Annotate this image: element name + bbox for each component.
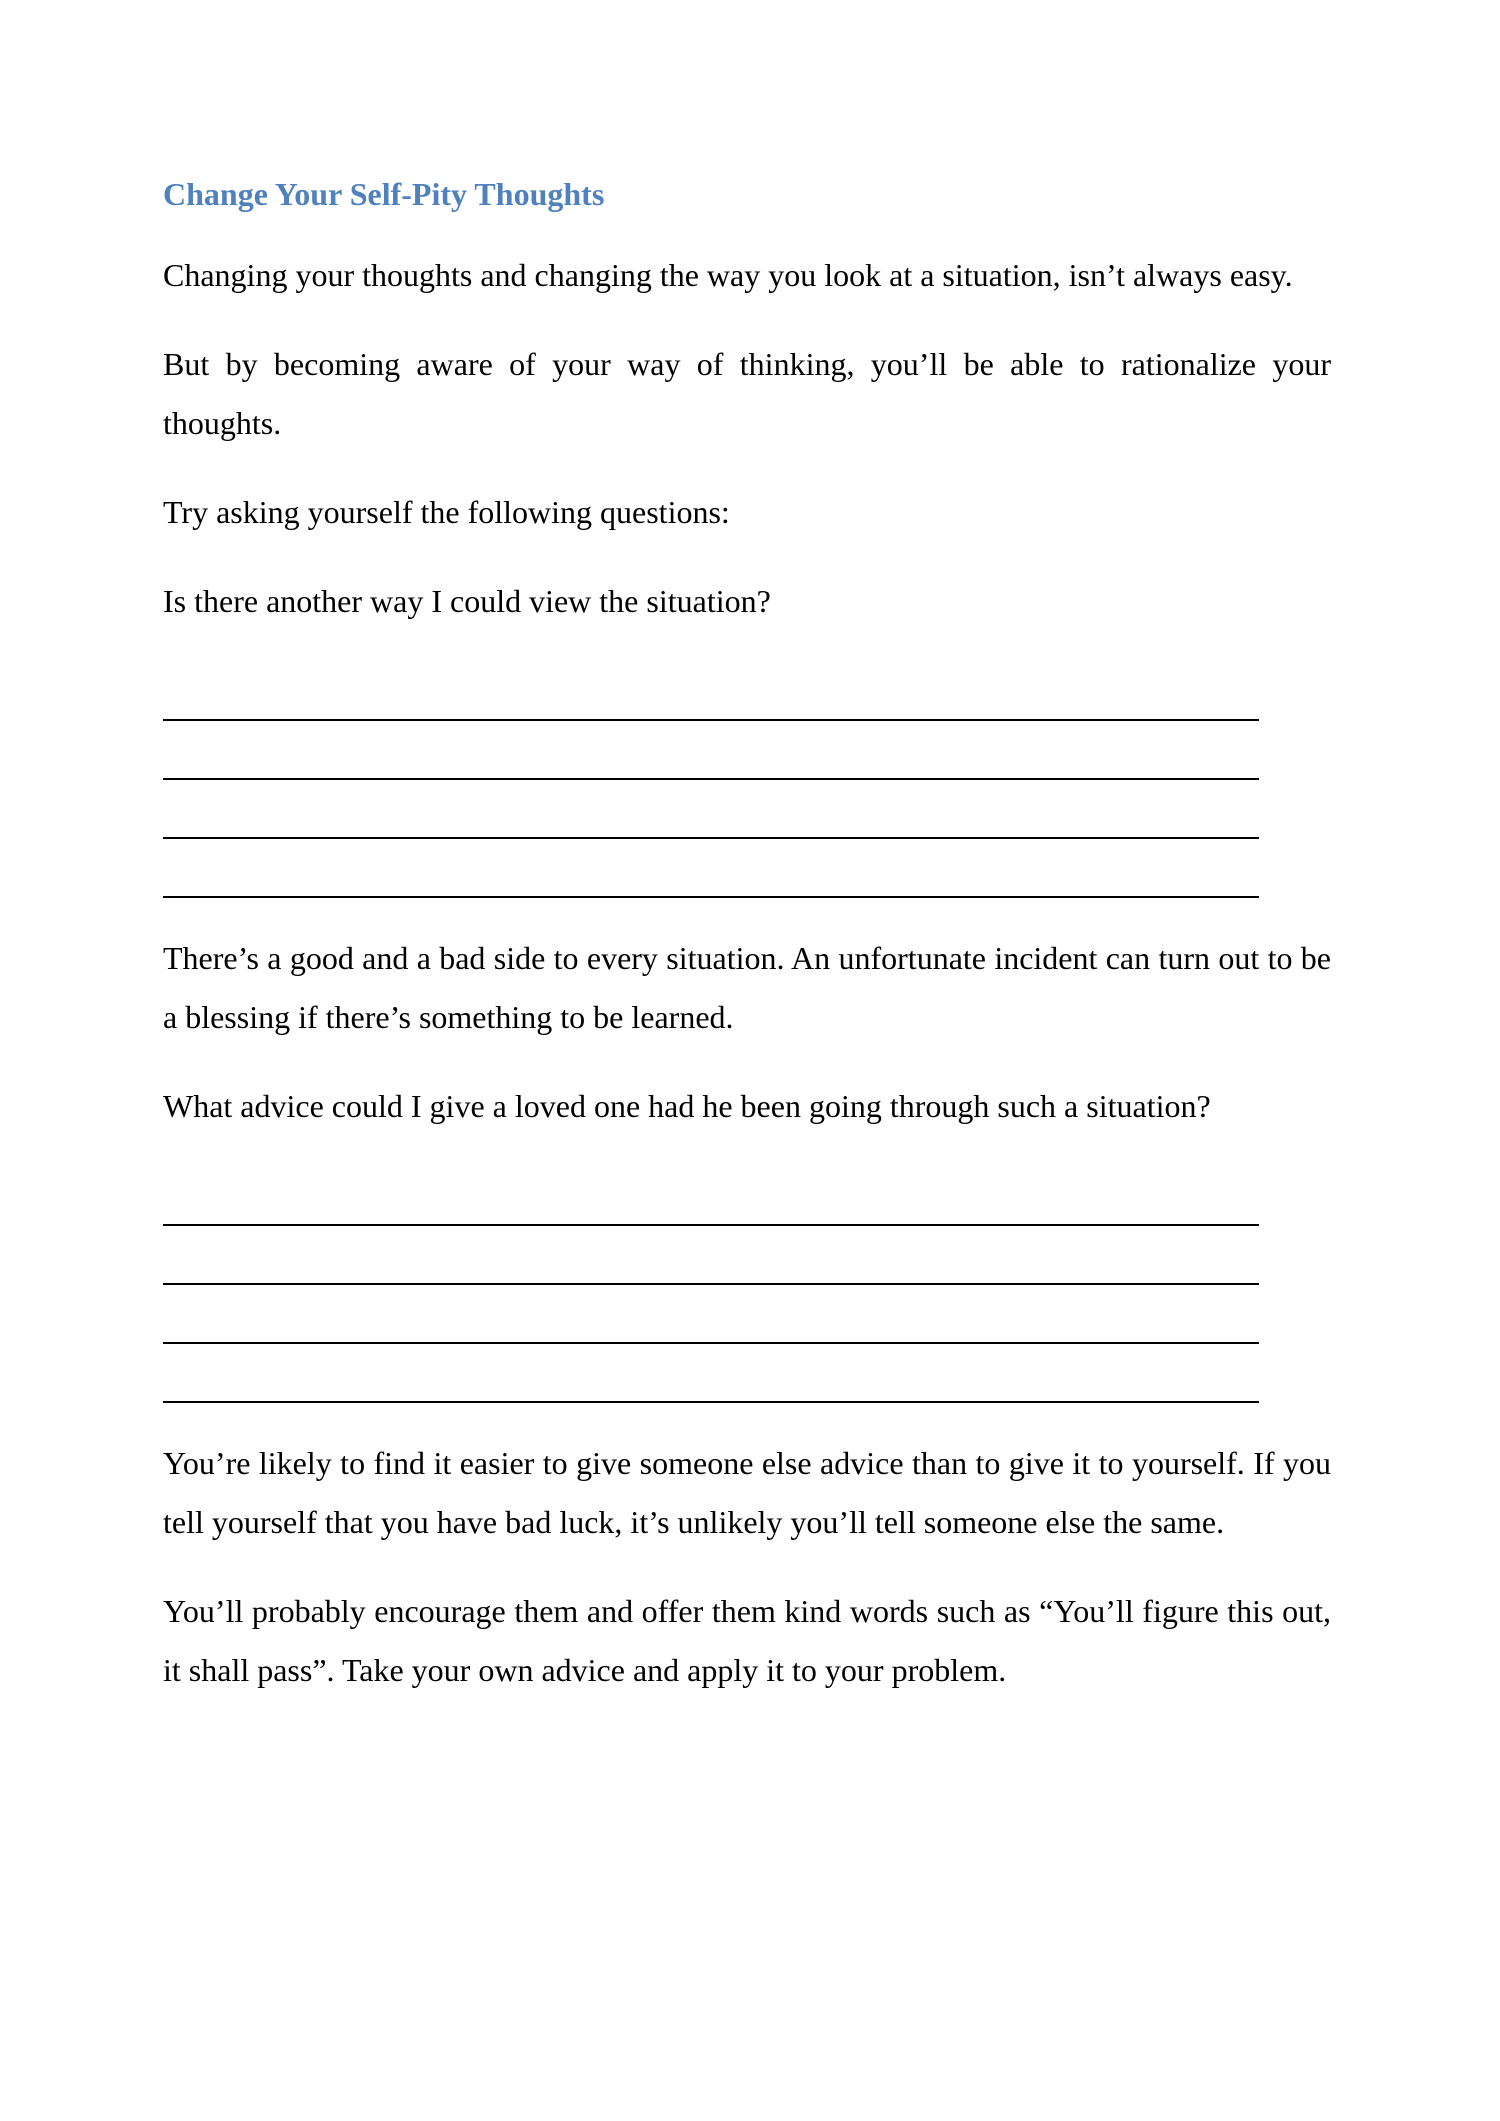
answer-line[interactable] bbox=[163, 839, 1259, 898]
document-body bbox=[163, 168, 1331, 1730]
answer-lines-question-2[interactable] bbox=[163, 1167, 1259, 1403]
answer-line[interactable] bbox=[163, 1344, 1259, 1403]
question-another-view: Is there another way I could view the situation? bbox=[163, 583, 771, 619]
paragraph-easier-advice: You’re likely to find it easier to give someone else advice than to give it to yourself. If you tell yourself that you have bad luck, it’s unlikely you’ll tell someone else the same. bbox=[163, 1445, 1331, 1540]
paragraph-good-and-bad: There’s a good and a bad side to every situation. An unfortunate incident can turn out to be a blessing if there’s something to be learned. bbox=[163, 940, 1331, 1035]
answer-line[interactable] bbox=[163, 662, 1259, 721]
answer-line[interactable] bbox=[163, 1226, 1259, 1285]
answer-line[interactable] bbox=[163, 721, 1259, 780]
paragraph-questions-intro: Try asking yourself the following questions: bbox=[163, 494, 730, 530]
question-advice-loved-one: What advice could I give a loved one had he been going through such a situation? bbox=[163, 1088, 1211, 1124]
paragraph-awareness: But by becoming aware of your way of thinking, you’ll be able to rationalize your thoughts. bbox=[163, 346, 1331, 441]
answer-line[interactable] bbox=[163, 780, 1259, 839]
answer-line[interactable] bbox=[163, 1285, 1259, 1344]
answer-line[interactable] bbox=[163, 1167, 1259, 1226]
section-heading: Change Your Self-Pity Thoughts bbox=[163, 176, 605, 212]
paragraph-take-own-advice: You’ll probably encourage them and offer them kind words such as “You’ll figure this out, it shall pass”. Take your own advice and apply it to your problem. bbox=[163, 1593, 1331, 1688]
answer-lines-question-1[interactable] bbox=[163, 662, 1259, 898]
paragraph-intro: Changing your thoughts and changing the way you look at a situation, isn’t always easy. bbox=[163, 257, 1293, 293]
